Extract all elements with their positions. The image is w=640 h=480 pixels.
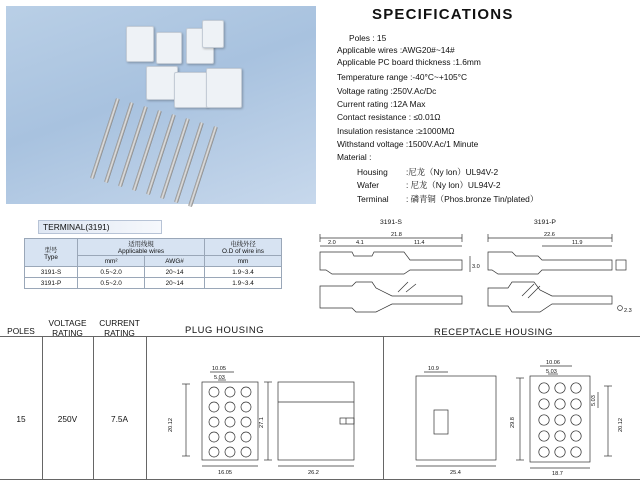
housing-hole — [555, 447, 565, 457]
cell-mm: 1.9~3.4 — [205, 278, 282, 289]
spec-row — [337, 86, 436, 96]
housing-hole — [539, 399, 549, 409]
spec-row — [337, 152, 371, 162]
spec-label: Current rating — [337, 99, 389, 109]
header-voltage-line1: VOLTAGE — [48, 318, 87, 328]
spec-row — [337, 126, 454, 136]
cell-type: 3191-P — [25, 278, 78, 289]
col-type-cn: 型号 — [44, 246, 58, 254]
table-row — [25, 267, 282, 278]
dim-plug-side-height: 27.1 — [259, 417, 265, 428]
dim-rec-front-bottom: 18.7 — [552, 471, 563, 476]
housing-hole — [555, 399, 565, 409]
terminal-pin — [104, 102, 134, 183]
plug-housing-drawing — [150, 352, 382, 476]
spec-label: Applicable PC board thickness — [337, 57, 451, 67]
housing-hole — [555, 431, 565, 441]
dim-p-length: 22.6 — [544, 232, 555, 238]
col-od-cn: 电线外径 — [230, 241, 256, 248]
col-wires-cn: 适用线規 — [128, 241, 154, 248]
housing-hole — [225, 447, 235, 457]
poles-value: 15 — [16, 414, 26, 424]
housing-hole — [539, 383, 549, 393]
plug-housing-title: PLUG HOUSING — [185, 324, 265, 335]
spec-row — [337, 139, 478, 149]
receptacle-housing-drawing — [386, 352, 638, 476]
dim-rec-pitch: 5.03 — [546, 369, 557, 375]
spec-value: :1.6mm — [452, 57, 481, 67]
col-mm2: mm² — [78, 256, 145, 267]
header-current-line1: CURRENT — [99, 318, 140, 328]
spec-row — [337, 112, 441, 122]
header-voltage-line2: RATING — [52, 328, 83, 338]
housing-hole — [571, 415, 581, 425]
material-row — [357, 179, 500, 191]
drawing-s-label: 3191-S — [380, 219, 402, 226]
housing-hole — [209, 402, 219, 412]
material-value: :尼龙（Ny lon）UL94V-2 — [406, 167, 499, 177]
col-od-en: O.D of wire ins — [222, 248, 264, 255]
housing-hole — [539, 415, 549, 425]
spec-label: Material — [337, 152, 367, 162]
housing-hole — [209, 387, 219, 397]
housing-piece — [174, 72, 208, 108]
col-wires-en: Applicable wires — [117, 248, 165, 255]
terminal-pin — [132, 110, 162, 191]
terminal-pin — [90, 98, 120, 179]
housing-hole — [555, 415, 565, 425]
voltage-value: 250V — [57, 414, 78, 424]
spec-value: :-40°C~+105°C — [410, 72, 468, 82]
spec-value: :AWG20#~14# — [399, 45, 455, 55]
housing-piece — [206, 68, 242, 108]
terminal-title: TERMINAL(3191) — [38, 220, 162, 234]
header-voltage — [42, 318, 93, 338]
dim-plug-pitch: 5.03 — [214, 375, 225, 381]
spec-value: : ≤0.01Ω — [408, 112, 441, 122]
spec-label: Voltage rating — [337, 86, 389, 96]
housing-piece — [126, 26, 154, 62]
material-row — [357, 166, 498, 178]
cell-mm2: 0.5~2.0 — [78, 278, 145, 289]
terminal-drawings — [312, 212, 640, 324]
housing-hole — [241, 432, 251, 442]
header-current — [93, 318, 146, 338]
housing-hole — [539, 431, 549, 441]
table-row — [25, 278, 282, 289]
spec-value: :1500V.Ac/1 Minute — [405, 139, 479, 149]
housing-hole — [555, 383, 565, 393]
cell-mm2: 0.5~2.0 — [78, 267, 145, 278]
housing-piece — [202, 20, 224, 48]
table-divider — [383, 336, 384, 480]
table-divider — [146, 336, 147, 480]
housing-hole — [241, 402, 251, 412]
spec-value: :250V.Ac/Dc — [390, 86, 437, 96]
dim-plug-side-bottom: 26.2 — [308, 470, 319, 476]
cell-mm: 1.9~3.4 — [205, 267, 282, 278]
housing-hole — [571, 399, 581, 409]
receptacle-housing-title: RECEPTACLE HOUSING — [434, 326, 553, 337]
spec-row — [337, 45, 455, 55]
housing-hole — [241, 417, 251, 427]
terminal-pin — [146, 114, 176, 195]
housing-hole — [225, 432, 235, 442]
terminal-pin — [188, 126, 218, 207]
dim-rec-front-top: 10.06 — [546, 360, 560, 366]
housing-hole — [209, 447, 219, 457]
header-poles: POLES — [7, 326, 35, 336]
housing-hole — [571, 431, 581, 441]
header-current-line2: RATING — [104, 328, 135, 338]
spec-row — [337, 72, 467, 82]
col-type — [25, 239, 78, 267]
col-mm: mm — [205, 256, 282, 267]
terminal-pin — [160, 118, 190, 199]
housing-hole — [209, 417, 219, 427]
housing-hole — [225, 417, 235, 427]
spec-row — [337, 57, 481, 67]
specifications-title: SPECIFICATIONS — [372, 6, 514, 23]
dim-plug-bottom: 16.05 — [218, 470, 232, 476]
drawing-p-label: 3191-P — [534, 219, 556, 226]
dim-rec-height: 29.8 — [510, 417, 516, 428]
table-divider — [93, 336, 94, 480]
spec-value: : 15 — [372, 33, 387, 43]
dim-rec-front-height: 20.12 — [618, 418, 624, 432]
material-value: : 尼龙（Ny lon）UL94V-2 — [406, 180, 501, 190]
dim-rec-pitch-side: 5.03 — [591, 395, 597, 406]
col-awg: AWG# — [145, 256, 205, 267]
dim-s-a: 2.0 — [328, 240, 336, 246]
spec-label: Contact resistance — [337, 112, 407, 122]
dim-rec-bottom: 25.4 — [450, 470, 461, 476]
material-label: Housing — [357, 167, 388, 177]
dim-s-c: 11.4 — [414, 240, 425, 246]
col-type-en: Type — [44, 253, 58, 261]
spec-label: Withstand voltage — [337, 139, 404, 149]
dim-s-height: 3.0 — [472, 264, 480, 270]
housing-hole — [241, 447, 251, 457]
col-od — [205, 239, 282, 256]
material-row — [357, 193, 538, 205]
dim-p-b: 11.9 — [572, 240, 583, 246]
terminal-pin — [174, 122, 204, 203]
spec-value: :12A Max — [390, 99, 426, 109]
housing-hole — [571, 383, 581, 393]
material-label: Terminal — [357, 194, 389, 204]
material-value: : 磷青铜（Phos.bronze Tin/plated） — [406, 194, 539, 204]
spec-label: Insulation resistance — [337, 126, 414, 136]
col-wires — [78, 239, 205, 256]
product-photo — [6, 6, 316, 204]
terminal-pin — [118, 106, 148, 187]
cell-type: 3191-S — [25, 267, 78, 278]
housing-hole — [225, 402, 235, 412]
housing-hole — [225, 387, 235, 397]
current-value: 7.5A — [110, 414, 129, 424]
spec-value: :≥1000MΩ — [415, 126, 455, 136]
dim-rec-top: 10.9 — [428, 366, 439, 372]
housing-hole — [209, 432, 219, 442]
dim-s-b: 4.1 — [356, 240, 364, 246]
dim-p-diameter: 2.3 — [624, 308, 632, 314]
material-label: Wafer — [357, 180, 380, 190]
housing-piece — [156, 32, 182, 64]
spec-row — [337, 99, 425, 109]
dim-plug-height: 20.12 — [168, 418, 174, 432]
terminal-table — [24, 238, 282, 289]
table-divider — [42, 336, 43, 480]
cell-awg: 20~14 — [145, 278, 205, 289]
dim-plug-top: 10.05 — [212, 366, 226, 372]
spec-value: : — [369, 152, 372, 162]
housing-hole — [241, 387, 251, 397]
spec-row — [349, 33, 386, 43]
spec-label: Temperature range — [337, 72, 408, 82]
spec-label: Poles — [349, 33, 370, 43]
spec-label: Applicable wires — [337, 45, 398, 55]
housing-hole — [539, 447, 549, 457]
housing-hole — [571, 447, 581, 457]
cell-awg: 20~14 — [145, 267, 205, 278]
dim-s-length: 21.8 — [391, 232, 402, 238]
